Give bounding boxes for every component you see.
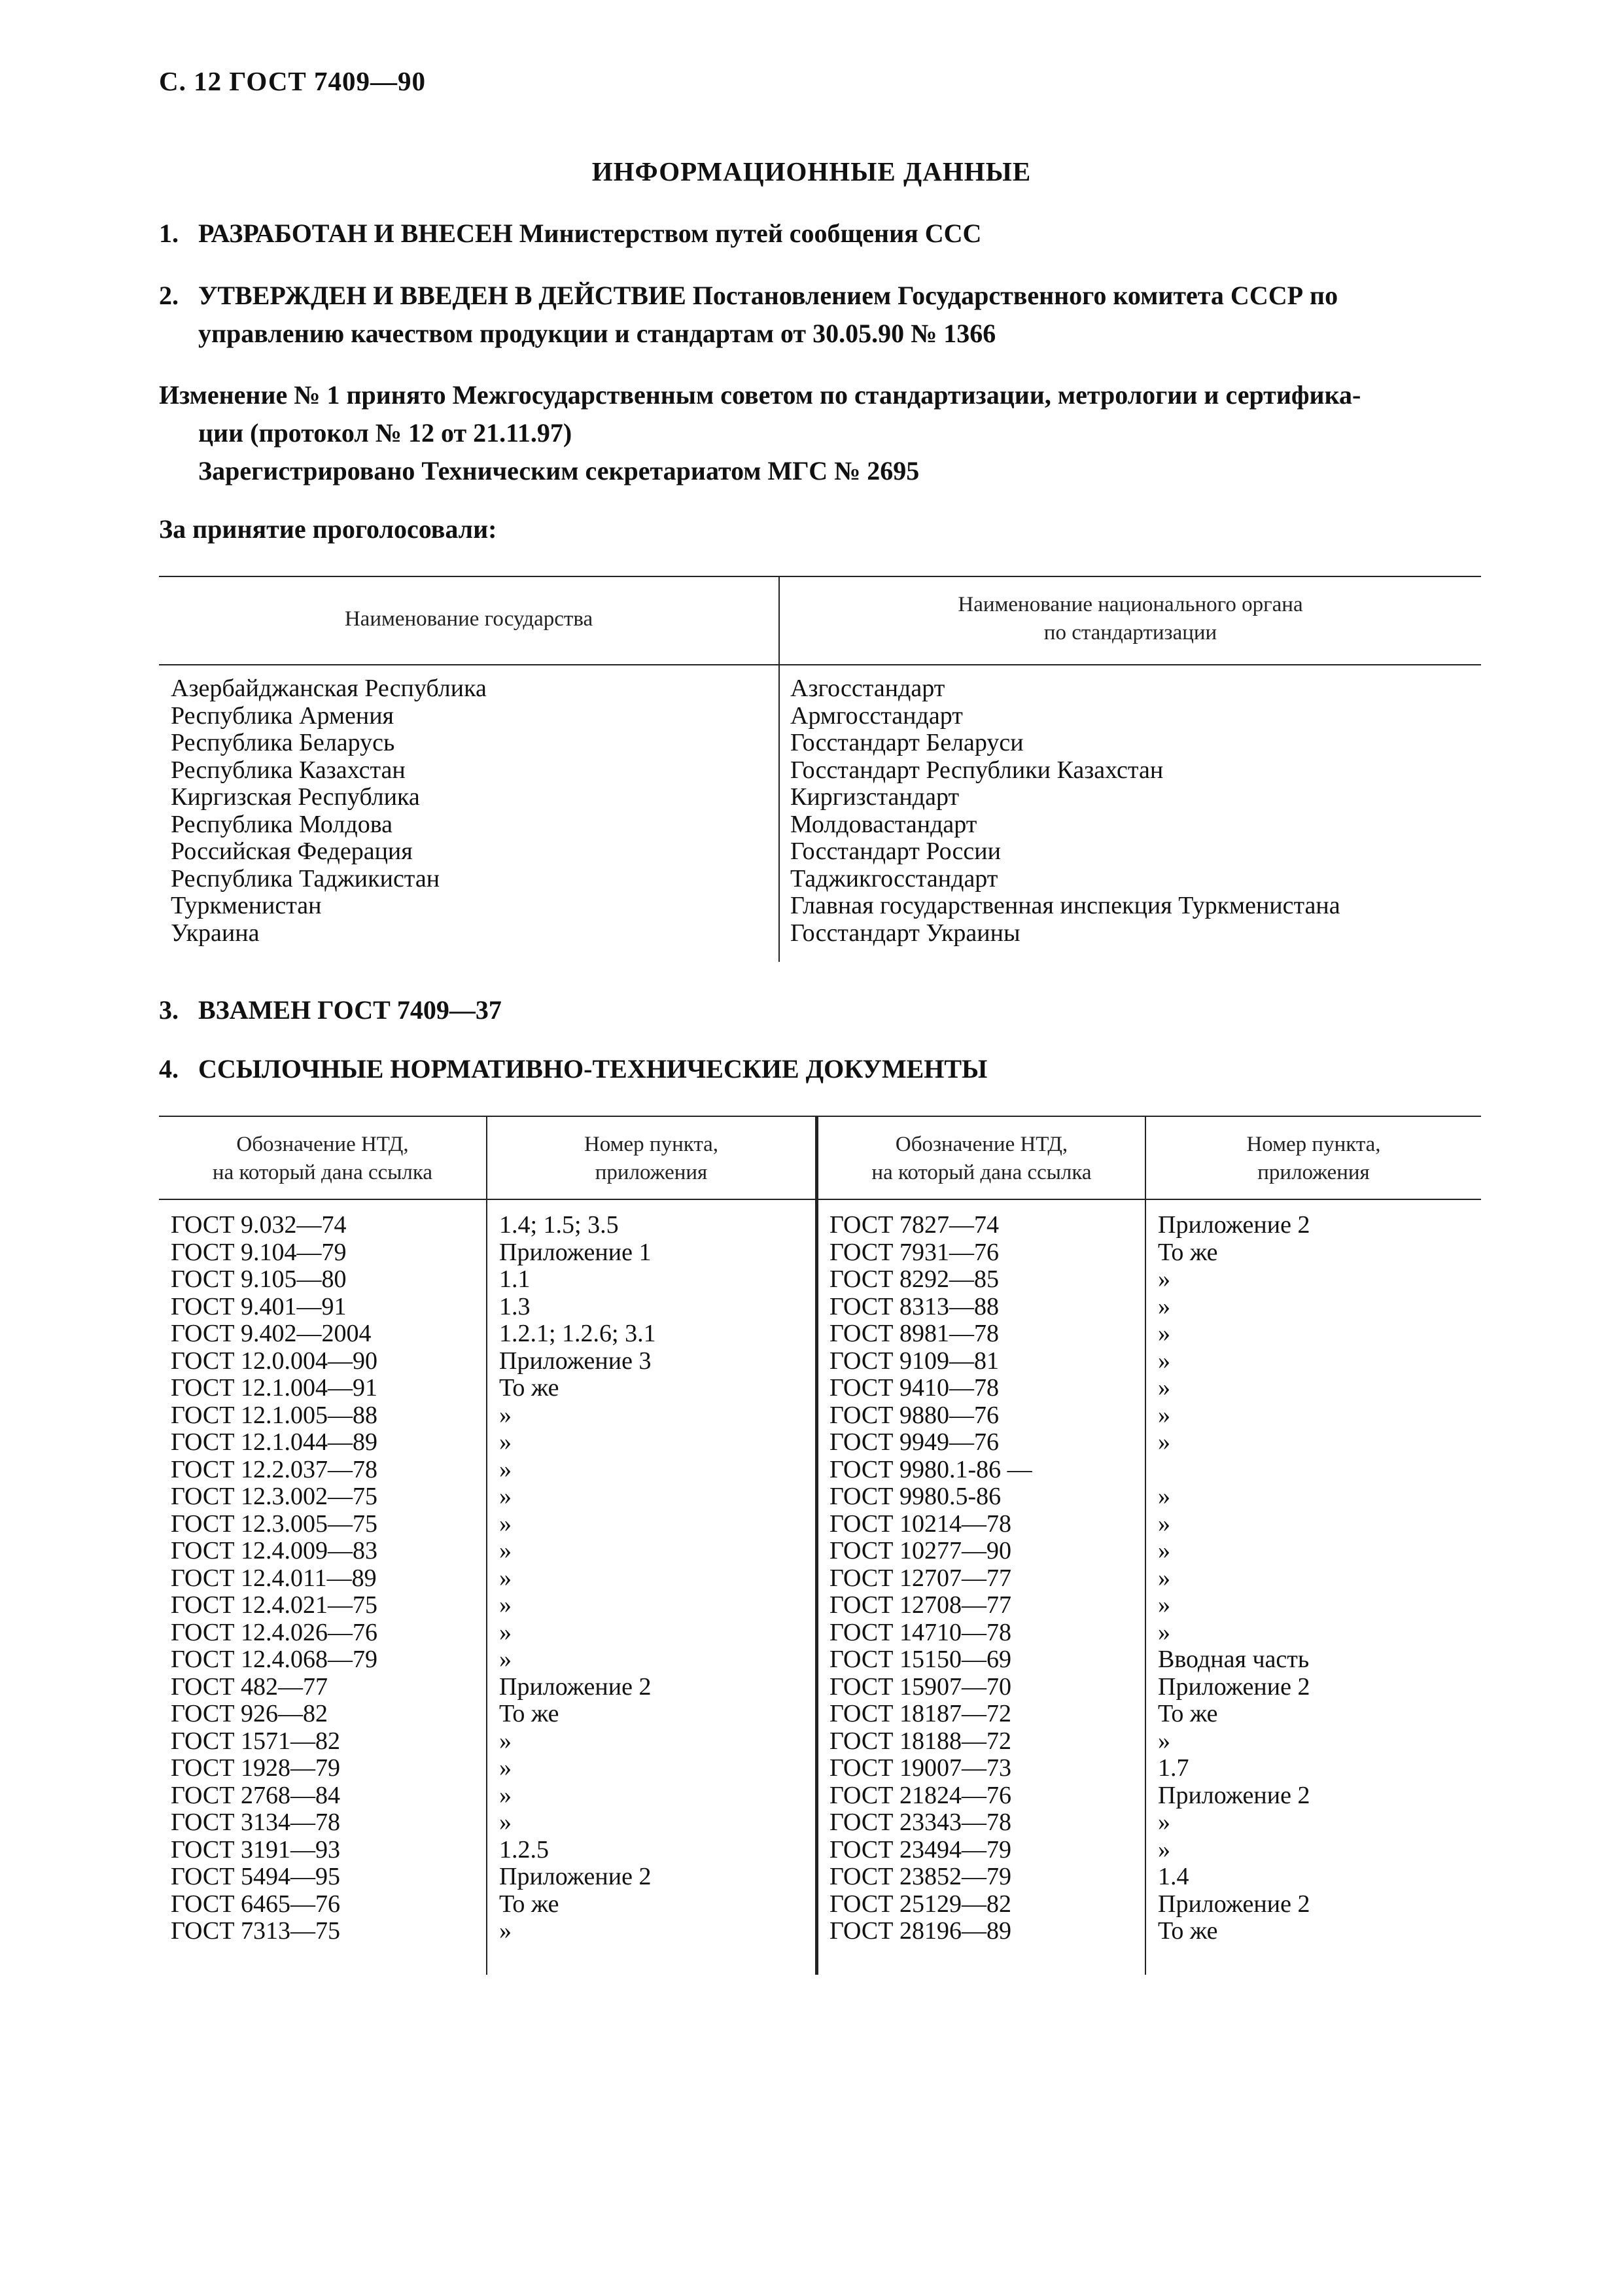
ntd-ref-cell: 1.7 [1158, 1754, 1189, 1782]
state-cell: Республика Молдова [171, 810, 393, 838]
state-cell: Киргизская Республика [171, 783, 420, 811]
item-3-text: ВЗАМЕН ГОСТ 7409—37 [198, 995, 502, 1025]
ntd-doc-cell: ГОСТ 12.1.044—89 [171, 1428, 377, 1456]
amendment-block [159, 376, 1480, 490]
standards-body-cell: Киргизстандарт [790, 783, 960, 811]
ntd-doc-cell: ГОСТ 7931—76 [829, 1238, 999, 1266]
item-1-text: РАЗРАБОТАН И ВНЕСЕН Министерством путей сообщения ССС [198, 219, 982, 248]
item-1-number: 1. [159, 219, 179, 248]
ntd-doc-cell: ГОСТ 9949—76 [829, 1428, 999, 1456]
ntd-ref-cell: » [1158, 1564, 1170, 1592]
ntd-ref-cell: » [499, 1537, 512, 1564]
ntd-doc-cell: ГОСТ 926—82 [171, 1700, 328, 1727]
votes-header-state: Наименование государства [344, 607, 593, 631]
ntd-doc-cell: ГОСТ 18188—72 [829, 1727, 1011, 1755]
ntd-header-item-left-line-2: приложения [595, 1161, 708, 1184]
ntd-header-doc-left-line-1: Обозначение НТД, [236, 1133, 409, 1156]
votes-header-body-line-1: Наименование национального органа [958, 593, 1303, 616]
amendment-line-3: Зарегистрировано Техническим секретариатом МГС № 2695 [198, 456, 920, 486]
ntd-doc-cell: ГОСТ 482—77 [171, 1672, 328, 1701]
ntd-ref-cell: » [499, 1591, 512, 1619]
state-cell: Республика Казахстан [171, 756, 406, 784]
ntd-doc-cell: ГОСТ 12.4.026—76 [171, 1618, 377, 1646]
ntd-ref-cell: » [1158, 1265, 1170, 1293]
votes-table [159, 576, 1481, 962]
ntd-doc-cell: ГОСТ 15150—69 [829, 1646, 1011, 1673]
ntd-doc-cell: ГОСТ 9410—78 [829, 1374, 999, 1402]
ntd-doc-cell: ГОСТ 10214—78 [829, 1510, 1011, 1538]
item-2-line-1: УТВЕРЖДЕН И ВВЕДЕН В ДЕЙСТВИЕ Постановлением Государственного комитета СССР по [198, 281, 1338, 310]
votes-header-body [780, 591, 1481, 647]
votes-state-column [171, 675, 487, 947]
ntd-ref-cell: » [1158, 1809, 1170, 1836]
ntd-table-header-rule [159, 1199, 1481, 1200]
ntd-doc-cell: ГОСТ 5494—95 [171, 1863, 340, 1890]
standards-body-cell: Азгосстандарт [790, 675, 945, 702]
ntd-ref-cell: » [1158, 1428, 1170, 1456]
ntd-header-item-right [1146, 1131, 1481, 1187]
ntd-doc-cell: ГОСТ 9980.5-86 [829, 1483, 1002, 1510]
ntd-ref-cell: » [499, 1401, 512, 1429]
ntd-table-divider-3 [1145, 1116, 1146, 1975]
votes-body-column [790, 675, 1340, 947]
ntd-ref-cell: То же [1158, 1700, 1218, 1727]
page-header: С. 12 ГОСТ 7409—90 [159, 66, 427, 96]
ntd-ref-cell: » [499, 1917, 512, 1945]
ntd-doc-cell: ГОСТ 23852—79 [829, 1863, 1011, 1890]
ntd-ref-cell: 1.1 [499, 1265, 531, 1293]
ntd-ref-cell: Приложение 2 [1158, 1211, 1310, 1239]
ntd-doc-cell: ГОСТ 9.402—2004 [171, 1320, 372, 1347]
item-3 [159, 991, 1480, 1029]
ntd-ref-cell: » [499, 1727, 512, 1755]
state-cell: Российская Федерация [171, 838, 413, 865]
item-1 [159, 215, 1480, 253]
ntd-ref-cell: » [1158, 1401, 1170, 1429]
amendment-line-2: ции (протокол № 12 от 21.11.97) [198, 418, 572, 448]
item-4 [159, 1050, 1480, 1088]
ntd-ref-cell: Приложение 3 [499, 1347, 652, 1375]
ntd-doc-cell: ГОСТ 8981—78 [829, 1320, 999, 1347]
ntd-doc-cell: ГОСТ 12.4.021—75 [171, 1591, 377, 1619]
ntd-header-item-right-line-1: Номер пункта, [1246, 1133, 1381, 1156]
ntd-doc-cell: ГОСТ 10277—90 [829, 1537, 1011, 1564]
ntd-doc-cell: ГОСТ 21824—76 [829, 1781, 1011, 1809]
ntd-doc-cell: ГОСТ 25129—82 [829, 1890, 1011, 1918]
standards-body-cell: Молдовастандарт [790, 810, 977, 838]
ntd-ref-cell: Приложение 1 [499, 1238, 652, 1266]
item-3-number: 3. [159, 995, 179, 1025]
standards-body-cell: Главная государственная инспекция Туркменистана [790, 892, 1340, 919]
ntd-doc-cell: ГОСТ 8313—88 [829, 1292, 999, 1320]
ntd-doc-cell: ГОСТ 6465—76 [171, 1890, 340, 1918]
ntd-ref-cell: » [499, 1754, 512, 1782]
ntd-doc-cell: ГОСТ 14710—78 [829, 1618, 1011, 1646]
ntd-doc-cell: ГОСТ 12.1.005—88 [171, 1401, 377, 1429]
amendment-line-1: Изменение № 1 принято Межгосударственным советом по стандартизации, метрологии и сертифика- [159, 380, 1361, 410]
ntd-doc-cell: ГОСТ 7313—75 [171, 1917, 340, 1945]
ntd-ref-cell: 1.4; 1.5; 3.5 [499, 1211, 619, 1239]
ntd-doc-cell: ГОСТ 9109—81 [829, 1347, 999, 1375]
ntd-ref-cell: » [1158, 1320, 1170, 1347]
standards-body-cell: Госстандарт Республики Казахстан [790, 756, 1164, 784]
state-cell: Туркменистан [171, 892, 322, 919]
ntd-ref-cell: » [499, 1809, 512, 1836]
ntd-ref-cell: » [1158, 1510, 1170, 1538]
ntd-doc-cell: ГОСТ 9.105—80 [171, 1265, 347, 1293]
ntd-ref-cell: » [1158, 1591, 1170, 1619]
state-cell: Украина [171, 919, 260, 947]
ntd-doc-cell: ГОСТ 12.1.004—91 [171, 1374, 377, 1402]
item-2-line-2: управлению качеством продукции и стандартам от 30.05.90 № 1366 [198, 319, 996, 348]
state-cell: Республика Армения [171, 701, 394, 730]
ntd-ref-cell: » [1158, 1347, 1170, 1375]
ntd-ref-cell [1158, 1457, 1310, 1484]
ntd-doc-cell: ГОСТ 18187—72 [829, 1700, 1011, 1727]
ntd-doc-cell: ГОСТ 15907—70 [829, 1672, 1011, 1701]
ntd-header-doc-right-line-2: на который дана ссылка [871, 1161, 1092, 1184]
ntd-ref-cell: 1.4 [1158, 1863, 1189, 1890]
ntd-ref-cell: » [499, 1455, 512, 1483]
ntd-left-ref-column [499, 1212, 656, 1945]
ntd-ref-cell: Приложение 2 [1158, 1672, 1310, 1701]
item-4-number: 4. [159, 1054, 179, 1084]
ntd-table-divider-1 [486, 1116, 487, 1975]
ntd-doc-cell: ГОСТ 12.2.037—78 [171, 1455, 377, 1483]
item-2-number: 2. [159, 281, 179, 310]
ntd-ref-cell: » [499, 1646, 512, 1673]
state-cell: Азербайджанская Республика [171, 675, 487, 702]
ntd-ref-cell: 1.2.5 [499, 1835, 549, 1863]
ntd-doc-cell: ГОСТ 12708—77 [829, 1591, 1011, 1619]
ntd-doc-cell: ГОСТ 1571—82 [171, 1727, 340, 1755]
ntd-ref-cell: То же [1158, 1238, 1218, 1266]
ntd-doc-cell: ГОСТ 9980.1-86 — [829, 1455, 1032, 1483]
standards-body-cell: Армгосстандарт [790, 701, 963, 730]
standards-body-cell: Госстандарт Украины [790, 919, 1021, 947]
ntd-doc-cell: ГОСТ 8292—85 [829, 1265, 999, 1293]
ntd-table-top-rule [159, 1116, 1481, 1117]
ntd-doc-cell: ГОСТ 12707—77 [829, 1564, 1011, 1592]
votes-table-header-rule [159, 664, 1481, 665]
ntd-doc-cell: ГОСТ 3134—78 [171, 1809, 340, 1836]
standards-body-cell: Госстандарт России [790, 838, 1001, 865]
ntd-ref-cell: Приложение 2 [499, 1863, 652, 1890]
ntd-doc-cell: ГОСТ 19007—73 [829, 1754, 1011, 1782]
ntd-left-doc-column [171, 1212, 377, 1945]
ntd-ref-cell: » [499, 1781, 512, 1809]
ntd-doc-cell: ГОСТ 9.401—91 [171, 1292, 347, 1320]
ntd-doc-cell: ГОСТ 7827—74 [829, 1211, 999, 1239]
ntd-header-doc-left-line-2: на который дана ссылка [212, 1161, 433, 1184]
ntd-doc-cell: ГОСТ 12.3.005—75 [171, 1510, 377, 1538]
ntd-doc-cell: ГОСТ 23343—78 [829, 1809, 1011, 1836]
ntd-ref-cell: » [1158, 1727, 1170, 1755]
document-title: ИНФОРМАЦИОННЫЕ ДАННЫЕ [591, 156, 1032, 186]
votes-header-body-line-2: по стандартизации [1043, 621, 1217, 645]
ntd-table-divider-center [815, 1116, 818, 1975]
ntd-doc-cell: ГОСТ 9.032—74 [171, 1211, 347, 1239]
ntd-ref-cell: » [1158, 1483, 1170, 1510]
ntd-ref-cell: То же [499, 1700, 559, 1727]
ntd-doc-cell: ГОСТ 1928—79 [171, 1754, 340, 1782]
ntd-doc-cell: ГОСТ 3191—93 [171, 1835, 340, 1863]
item-2 [159, 277, 1480, 353]
ntd-doc-cell: ГОСТ 12.3.002—75 [171, 1483, 377, 1510]
ntd-ref-cell: » [1158, 1374, 1170, 1402]
ntd-doc-cell: ГОСТ 28196—89 [829, 1917, 1011, 1945]
ntd-ref-cell: » [1158, 1618, 1170, 1646]
ntd-header-doc-right [818, 1131, 1145, 1187]
ntd-ref-cell: » [499, 1564, 512, 1592]
ntd-right-doc-column [829, 1212, 1032, 1945]
ntd-header-item-left-line-1: Номер пункта, [584, 1133, 719, 1156]
ntd-ref-cell: » [499, 1483, 512, 1510]
ntd-ref-cell: » [1158, 1537, 1170, 1564]
ntd-header-item-left [487, 1131, 815, 1187]
standards-body-cell: Таджикгосстандарт [790, 864, 998, 892]
votes-heading: За принятие проголосовали: [159, 514, 497, 544]
ntd-doc-cell: ГОСТ 23494—79 [829, 1835, 1011, 1863]
ntd-doc-cell: ГОСТ 9.104—79 [171, 1238, 347, 1266]
ntd-header-doc-right-line-1: Обозначение НТД, [895, 1133, 1068, 1156]
ntd-ref-cell: 1.3 [499, 1292, 531, 1320]
ntd-doc-cell: ГОСТ 12.0.004—90 [171, 1347, 377, 1375]
ntd-ref-cell: » [1158, 1292, 1170, 1320]
ntd-ref-cell: Вводная часть [1158, 1646, 1310, 1673]
ntd-table [159, 1116, 1481, 1975]
ntd-ref-cell: Приложение 2 [499, 1672, 652, 1701]
ntd-ref-cell: Приложение 2 [1158, 1890, 1310, 1918]
ntd-ref-cell: Приложение 2 [1158, 1781, 1310, 1809]
ntd-ref-cell: 1.2.1; 1.2.6; 3.1 [499, 1320, 656, 1347]
ntd-ref-cell: » [499, 1510, 512, 1538]
ntd-ref-cell: То же [499, 1374, 559, 1402]
votes-table-top-rule [159, 576, 1481, 577]
ntd-doc-cell: ГОСТ 12.4.011—89 [171, 1564, 377, 1592]
standards-body-cell: Госстандарт Беларуси [790, 729, 1024, 756]
ntd-doc-cell: ГОСТ 12.4.068—79 [171, 1646, 377, 1673]
ntd-header-doc-left [159, 1131, 486, 1187]
ntd-doc-cell: ГОСТ 9880—76 [829, 1401, 999, 1429]
ntd-ref-cell: » [499, 1618, 512, 1646]
ntd-ref-cell: » [1158, 1835, 1170, 1863]
ntd-ref-cell: » [499, 1428, 512, 1456]
ntd-doc-cell: ГОСТ 2768—84 [171, 1781, 340, 1809]
ntd-ref-cell: То же [1158, 1917, 1218, 1945]
ntd-doc-cell: ГОСТ 12.4.009—83 [171, 1537, 377, 1564]
item-4-text: ССЫЛОЧНЫЕ НОРМАТИВНО-ТЕХНИЧЕСКИЕ ДОКУМЕНТЫ [198, 1054, 988, 1084]
ntd-right-ref-column [1158, 1212, 1310, 1945]
state-cell: Республика Беларусь [171, 729, 395, 756]
ntd-ref-cell: То же [499, 1890, 559, 1918]
ntd-header-item-right-line-2: приложения [1257, 1161, 1370, 1184]
state-cell: Республика Таджикистан [171, 864, 440, 892]
